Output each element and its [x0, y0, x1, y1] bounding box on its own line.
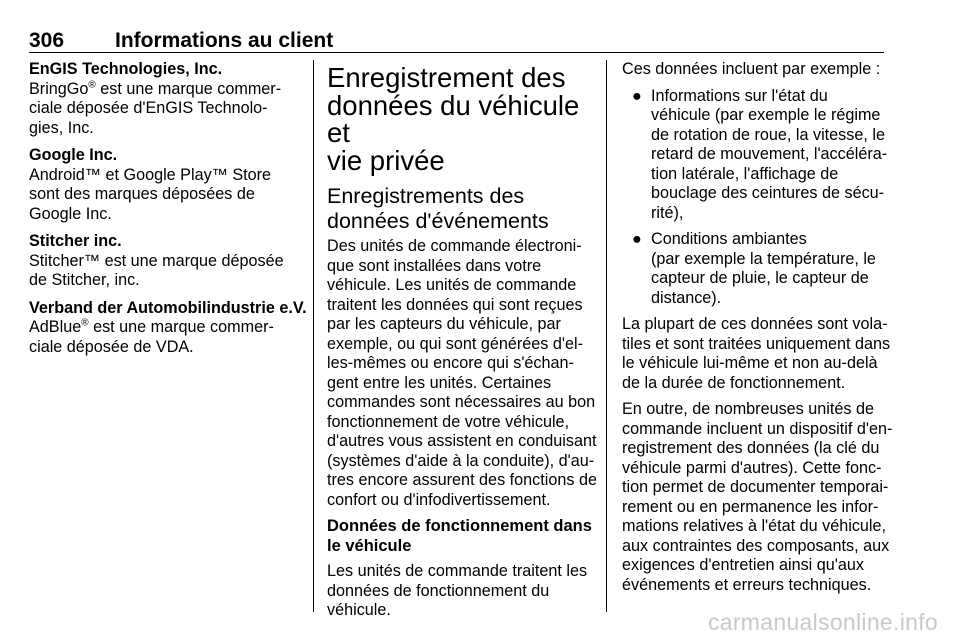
trademark-entry-vda: Verband der Automobilindustrie e.V. AdBlue® est une marque commer- ciale déposée de VDA.	[29, 298, 307, 356]
paragraph-intro: Ces données incluent par exemple :	[622, 60, 881, 78]
entry-title: Stitcher inc.	[29, 232, 122, 250]
subsection-heading: Enregistrements des données d'événements	[327, 184, 549, 233]
column-data-examples	[622, 60, 893, 602]
column-trademarks	[29, 60, 307, 365]
entry-title: EnGIS Technologies, Inc.	[29, 60, 223, 78]
column-divider-2	[606, 60, 607, 612]
entry-title: Google Inc.	[29, 146, 118, 164]
trademark-entry-google: Google Inc. Android™ et Google Play™ Store sont des marques déposées de Google Inc.	[29, 146, 301, 224]
example-list	[622, 87, 887, 309]
page-number: 306	[29, 29, 65, 52]
bullet-icon: ●	[632, 86, 642, 105]
bullet-icon: ●	[632, 230, 642, 248]
entry-text: est une marque commer-	[95, 79, 282, 98]
list-item: ● Informations sur l'état du véhicule (par exemple le régime de rotation de roue, la vitesse, le retard de mouvement, l'accéléra- tion latérale, l'affichage de bouclage des ceintures de sécu- rité),	[632, 86, 888, 222]
trademark-entry-stitcher: Stitcher inc. Stitcher™ est une marque déposée de Stitcher, inc.	[29, 232, 301, 291]
subheading-operating-data: Données de fonctionnement dans le véhicule	[327, 517, 592, 555]
page-header	[29, 22, 884, 53]
column-divider-1	[313, 60, 314, 612]
trademark-entry-engis: EnGIS Technologies, Inc. BringGo® est une marque commer- ciale déposée d'EnGIS Technolo- gies, Inc.	[29, 60, 301, 138]
paragraph-operating-data: Les unités de commande traitent les données de fonctionnement du véhicule.	[327, 562, 588, 619]
list-item: ● Conditions ambiantes (par exemple la température, le capteur de pluie, le capteur de distance).	[632, 230, 876, 307]
column-data-recording	[327, 60, 597, 628]
running-title: Informations au client	[115, 29, 334, 52]
paragraph-data-recorder: En outre, de nombreuses unités de commande incluent un dispositif d'en- registrement des données (la clé du véhicule parmi d'autres). Cette fonc- tion permet de documenter temporai- rement ou en permanence les infor- mations relatives à l'état du véhicule, aux contraintes des composants, aux exigences d'entretien ainsi qu'aux événements et erreurs techniques.	[622, 400, 893, 594]
paragraph-control-units: Des unités de commande électroni- que sont installées dans votre véhicule. Les unités de commande traitent les données qui sont reçues par les capteurs du véhicule, par exemple, ou qui sont générées d'el- les-mêmes ou encore qui s'échan- gent entre les unités. Certaines commandes sont nécessaires au bon fonctionnement de votre véhicule, d'autres vous assistent en conduisant (systèmes d'aide à la conduite), d'au- tres encore assurent des fonctions de confort ou d'infodivertissement.	[327, 237, 597, 509]
entry-text: est une marque commer-	[88, 318, 274, 336]
paragraph-volatile-data: La plupart de ces données sont vola- tiles et sont traitées uniquement dans le véhicule lui-même et non au-delà de la durée de fonctionnement.	[622, 315, 891, 392]
watermark: carmanualsonline.info	[707, 609, 938, 635]
section-heading: Enregistrement des données du véhicule et vie privée	[327, 62, 580, 176]
entry-title: Verband der Automobilindustrie e.V.	[29, 298, 307, 317]
